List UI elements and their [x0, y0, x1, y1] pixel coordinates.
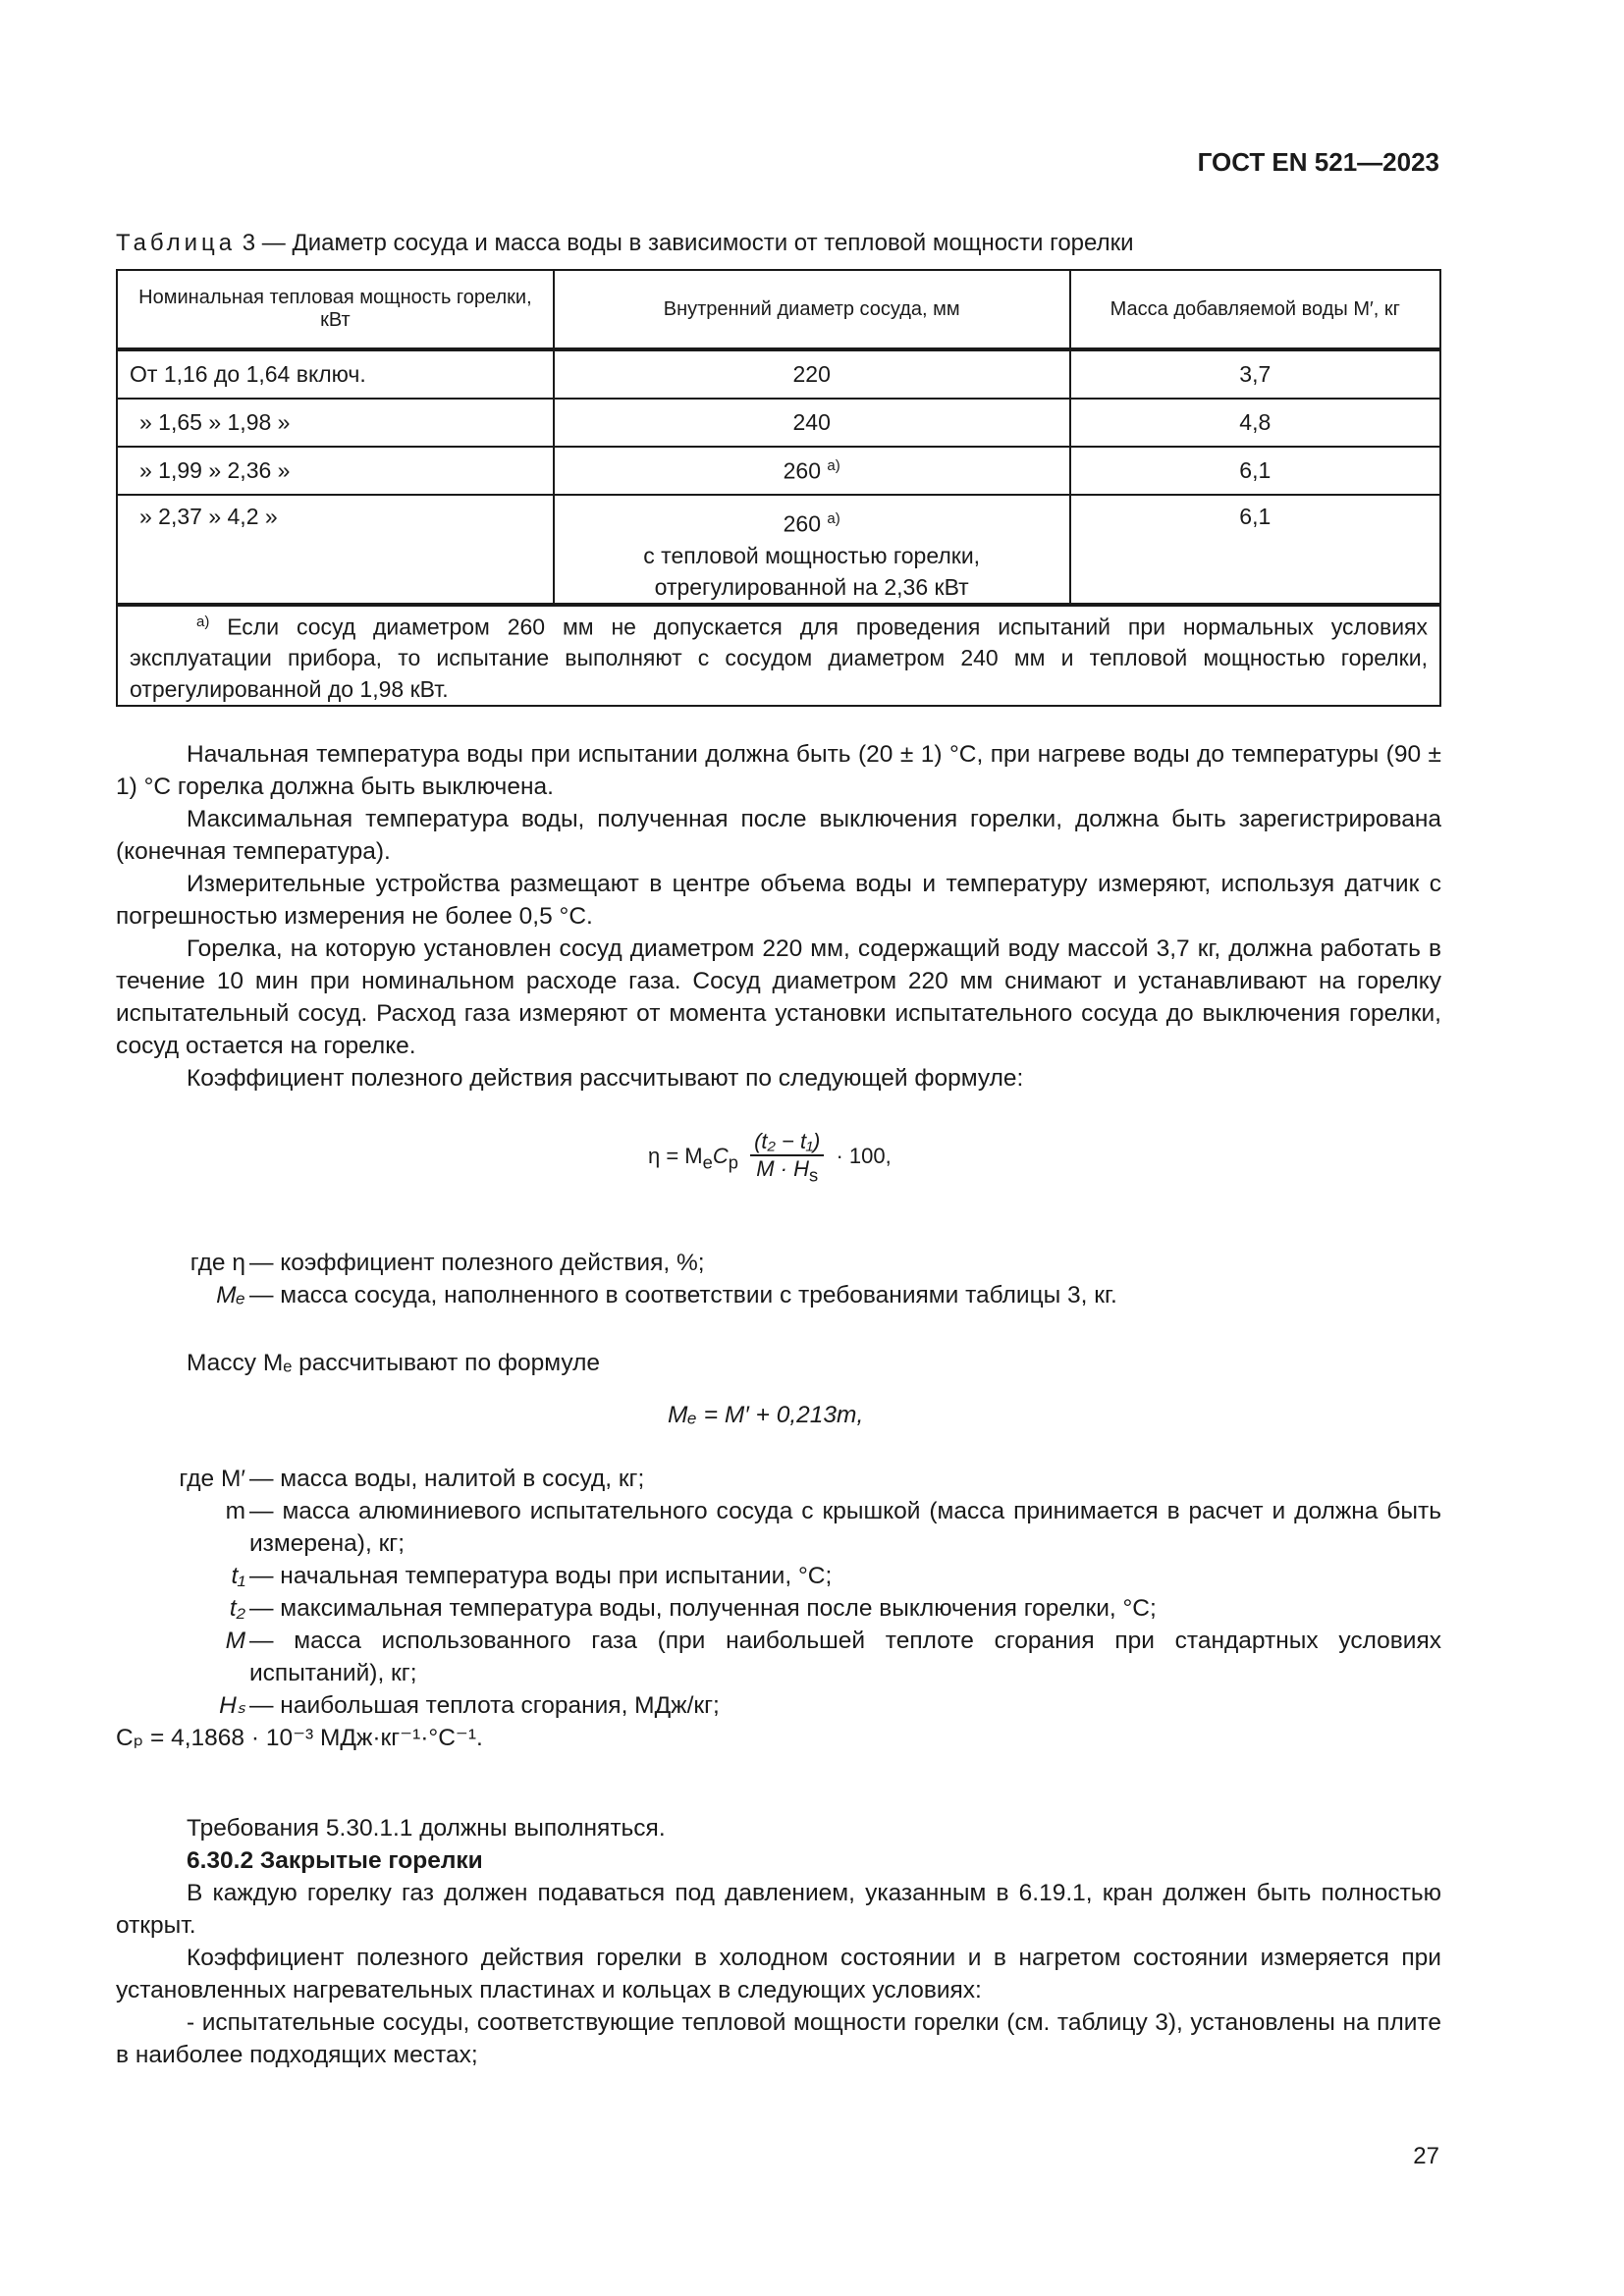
cell-mass: 4,8 — [1070, 399, 1440, 447]
paragraph: Массу Mₑ рассчитывают по формуле — [187, 1350, 601, 1376]
section-title: 6.30.2 Закрытые горелки — [187, 1847, 483, 1874]
page-number: 27 — [1413, 2143, 1439, 2169]
definition-text: — масса воды, налитой в сосуд, кг; — [249, 1466, 645, 1492]
table-caption-text: 3 — Диаметр сосуда и масса воды в зависимости от тепловой мощности горелки — [242, 230, 1134, 256]
diameter-extra: с тепловой мощностью горелки, отрегулированной на 2,36 кВт — [643, 542, 981, 600]
formula-lhs-sub: e — [702, 1151, 713, 1173]
mass-formula — [668, 1402, 863, 1429]
definition-text: — коэффициент полезного действия, %; — [249, 1250, 705, 1276]
header-power: Номинальная тепловая мощность горелки, кВт — [117, 270, 554, 349]
efficiency-formula — [648, 1129, 892, 1186]
definition-row — [116, 1495, 1441, 1560]
body-paragraphs-1 — [116, 738, 1441, 1095]
formula-lhs: η = M — [648, 1144, 703, 1169]
definition-symbol: где M′ — [179, 1466, 245, 1492]
formula-cp: C — [712, 1144, 729, 1169]
formula-den-sub: s — [809, 1164, 819, 1186]
mass-formula-text: Mₑ = M′ + 0,213m, — [668, 1402, 864, 1428]
definition-row — [116, 1279, 1441, 1311]
definition-text: — масса сосуда, наполненного в соответствии с требованиями таблицы 3, кг. — [249, 1282, 1117, 1308]
table-row — [117, 349, 1440, 399]
footnote-text: Если сосуд диаметром 260 мм не допускается для проведения испытаний при нормальных условиях эксплуатации прибора, то испытание выполняют с сосудом диаметром 240 мм и тепловой мощностью горелки, отрегулированной до 1,98 кВт. — [130, 614, 1428, 703]
diameter-value: 260 — [783, 510, 821, 537]
paragraph: Коэффициент полезного действия горелки в холодном состоянии и в нагретом состоянии измеряется при установленных нагревательных пластинах и кольцах в следующих условиях: — [116, 1945, 1441, 2003]
cell-mass: 6,1 — [1070, 447, 1440, 495]
cell-power: От 1,16 до 1,64 включ. — [117, 349, 554, 399]
definition-symbol: t₂ — [229, 1595, 245, 1622]
definition-text: — масса использованного газа (при наибольшей теплоте сгорания при стандартных условиях испытаний), кг; — [249, 1628, 1441, 1686]
definition-symbol: t₁ — [231, 1563, 245, 1589]
header-mass: Масса добавляемой воды М′, кг — [1070, 270, 1440, 349]
table-footnote-row — [117, 605, 1440, 707]
table-3 — [116, 269, 1441, 707]
paragraph: Максимальная температура воды, полученная после выключения горелки, должна быть зарегистрирована (конечная температура). — [116, 806, 1441, 865]
footnote-ref: а) — [827, 456, 840, 474]
definition-symbol: Hₛ — [219, 1692, 245, 1719]
formula-denominator: M · H — [756, 1156, 809, 1181]
formula-numerator: (t₂ − t₁) — [750, 1129, 824, 1156]
paragraph: - испытательные сосуды, соответствующие тепловой мощности горелки (см. таблицу 3), установлены на плите в наиболее подходящих местах; — [116, 2009, 1441, 2068]
cell-diameter — [554, 495, 1070, 605]
paragraph: Требования 5.30.1.1 должны выполняться. — [187, 1815, 666, 1842]
paragraph: Горелка, на которую установлен сосуд диаметром 220 мм, содержащий воду массой 3,7 кг, должна работать в течение 10 мин при номинальном расходе газа. Сосуд диаметром 220 мм снимают и устанавливают на горелку испытательный сосуд. Расход газа измеряют от момента установки испытательного сосуда до выключения горелки, сосуд остается на горелке. — [116, 935, 1441, 1059]
definition-row — [116, 1463, 1441, 1495]
definition-text: — максимальная температура воды, полученная после выключения горелки, °С; — [249, 1595, 1157, 1622]
definition-text: — масса алюминиевого испытательного сосуда с крышкой (масса принимается в расчет и должна быть измерена), кг; — [249, 1498, 1441, 1557]
definition-symbol: Mₑ — [216, 1282, 245, 1308]
definition-symbol: m — [225, 1498, 245, 1524]
formula-tail: · 100, — [836, 1144, 892, 1169]
definitions-1 — [116, 1247, 1441, 1311]
cell-power: » 1,99 » 2,36 » — [117, 447, 554, 495]
definition-symbol: M — [225, 1628, 245, 1654]
diameter-value: 260 — [783, 457, 821, 484]
table-row — [117, 399, 1440, 447]
definition-symbol: где η — [189, 1250, 245, 1276]
formula-cp-sub: p — [728, 1151, 738, 1173]
footnote-mark: а) — [196, 613, 210, 630]
document-id: ГОСТ EN 521—2023 — [1197, 147, 1439, 177]
paragraph: В каждую горелку газ должен подаваться под давлением, указанным в 6.19.1, кран должен быть полностью открыт. — [116, 1880, 1441, 1939]
paragraph: Начальная температура воды при испытании должна быть (20 ± 1) °С, при нагреве воды до температуры (90 ± 1) °С горелка должна быть выключена. — [116, 741, 1441, 800]
cell-mass: 6,1 — [1070, 495, 1440, 605]
definition-row — [116, 1689, 1441, 1722]
footnote-ref: а) — [827, 510, 840, 527]
paragraph: Измерительные устройства размещают в центре объема воды и температуру измеряют, используя датчик с погрешностью измерения не более 0,5 °С. — [116, 871, 1441, 930]
header-diameter: Внутренний диаметр сосуда, мм — [554, 270, 1070, 349]
definition-text: — начальная температура воды при испытании, °С; — [249, 1563, 833, 1589]
table-caption-label: Таблица — [116, 230, 237, 256]
cell-power: » 1,65 » 1,98 » — [117, 399, 554, 447]
paragraph: Коэффициент полезного действия рассчитывают по следующей формуле: — [187, 1065, 1024, 1092]
mass-intro — [116, 1347, 1441, 1379]
definition-row — [116, 1625, 1441, 1689]
table-row — [117, 495, 1440, 605]
formula-fraction — [750, 1129, 824, 1186]
cell-diameter: 220 — [554, 349, 1070, 399]
table-caption — [116, 230, 1134, 257]
definition-row — [116, 1592, 1441, 1625]
body-paragraphs-2 — [116, 1812, 1441, 2071]
cp-line — [116, 1722, 1441, 1754]
cp-text: Cₚ = 4,1868 · 10⁻³ МДж·кг⁻¹·°С⁻¹. — [116, 1725, 483, 1751]
table-footnote — [117, 605, 1440, 707]
cell-diameter — [554, 447, 1070, 495]
definition-row — [116, 1247, 1441, 1279]
definitions-2 — [116, 1463, 1441, 1754]
cell-mass: 3,7 — [1070, 349, 1440, 399]
cell-power: » 2,37 » 4,2 » — [117, 495, 554, 605]
definition-row — [116, 1560, 1441, 1592]
cell-diameter: 240 — [554, 399, 1070, 447]
table-row — [117, 447, 1440, 495]
definition-text: — наибольшая теплота сгорания, МДж/кг; — [249, 1692, 720, 1719]
